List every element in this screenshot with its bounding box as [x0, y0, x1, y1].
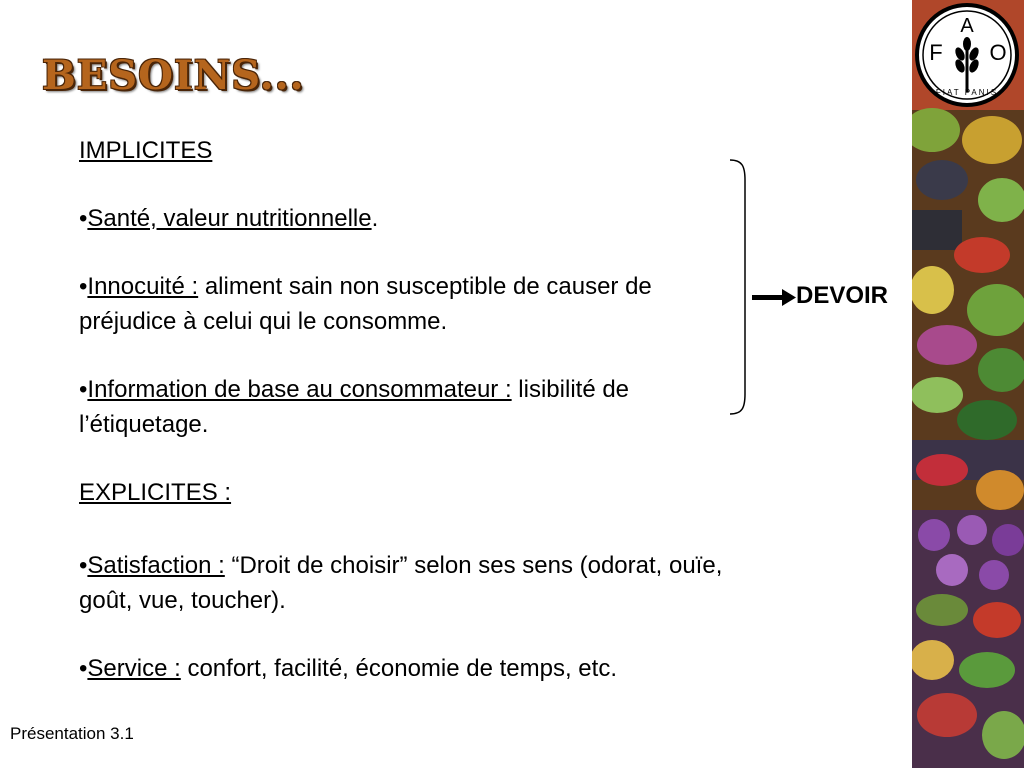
- logo-letter-f: F: [929, 40, 943, 65]
- bullet-glyph: •: [79, 552, 88, 579]
- bullet-text: .: [371, 205, 379, 232]
- bullet-item: [79, 372, 729, 442]
- logo-letter-o: O: [989, 40, 1007, 65]
- slide-footer: Présentation 3.1: [10, 724, 134, 743]
- fao-logo-icon: [914, 2, 1020, 108]
- bullet-item: [79, 548, 729, 618]
- bullet-item: [79, 201, 729, 236]
- bullet-glyph: •: [79, 376, 88, 403]
- bullet-glyph: •: [79, 655, 88, 682]
- explicites-heading: EXPLICITES :: [79, 479, 232, 506]
- bullet-label: Information de base au consommateur :: [87, 376, 512, 403]
- implicites-heading: IMPLICITES: [79, 137, 213, 164]
- bullet-item: [79, 269, 729, 339]
- bullet-label: Santé, valeur nutritionnelle: [87, 205, 372, 232]
- bullet-label: Satisfaction :: [87, 552, 225, 579]
- right-brace-icon: [728, 158, 764, 416]
- logo-letter-a: A: [960, 15, 974, 37]
- slide-title: BESOINS...: [42, 52, 305, 99]
- bullet-label: Service :: [87, 655, 181, 682]
- bullet-text: “Droit de choisir” selon ses sens (odorat, ouïe, goût, vue, toucher).: [79, 552, 723, 614]
- arrow-right-icon: [752, 288, 796, 306]
- bullet-glyph: •: [79, 273, 88, 300]
- bullet-glyph: •: [79, 205, 88, 232]
- vegetables-photo-icon: [912, 0, 1024, 768]
- bullet-text: aliment sain non susceptible de causer de préjudice à celui qui le consomme.: [79, 273, 652, 335]
- logo-motto: FIAT PANIS: [935, 88, 999, 97]
- bullet-item: [79, 651, 729, 686]
- slide-body: [79, 133, 729, 686]
- bullet-text: lisibilité de l’étiquetage.: [79, 376, 630, 438]
- bullet-label: Innocuité :: [87, 273, 199, 300]
- devoir-label: DEVOIR: [796, 282, 889, 309]
- bullet-text: confort, facilité, économie de temps, etc.: [180, 655, 617, 682]
